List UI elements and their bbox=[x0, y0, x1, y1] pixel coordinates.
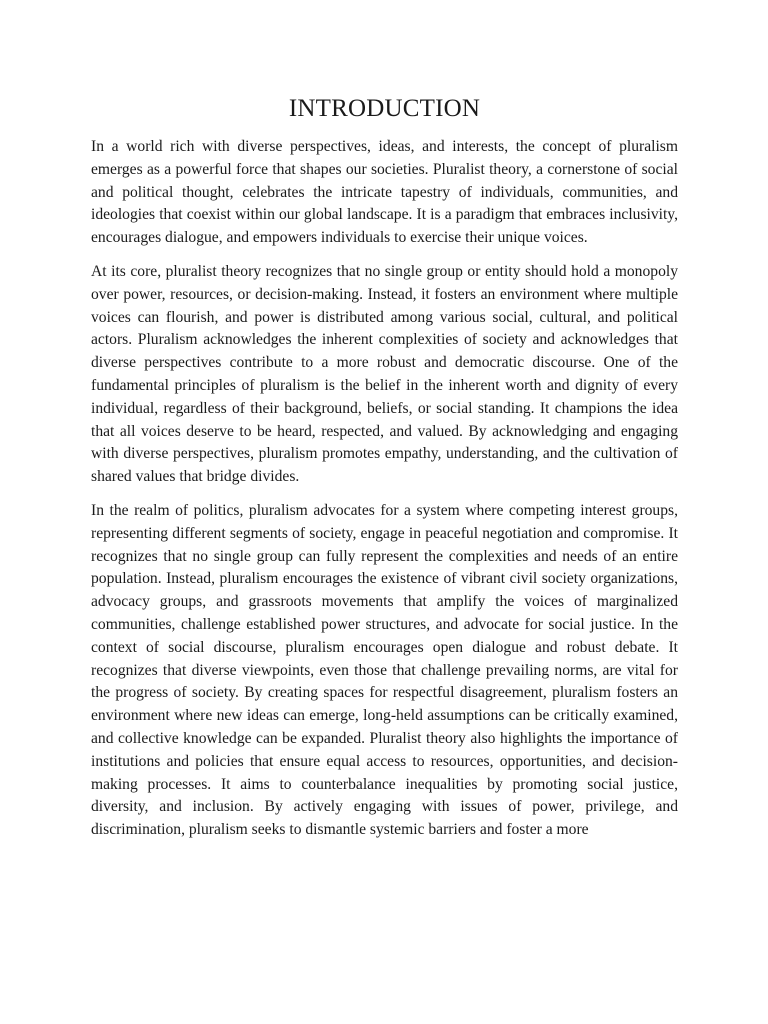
document-title: INTRODUCTION bbox=[288, 95, 481, 122]
paragraph-3: In the realm of politics, pluralism advocates for a system where competing interest groups, representing different segments of society, engage in peaceful negotiation and compromise. It recognizes that no single group can fully represent the complexities and needs of an entire population. Instead, pluralism encourages the existence of vibrant civil society organizations, advocacy groups, and grassroots movements that amplify the voices of marginalized communities, challenge established power structures, and advocate for social justice. In the context of social discourse, pluralism encourages open dialogue and robust debate. It recognizes that diverse viewpoints, even those that challenge prevailing norms, are vital for the progress of society. By creating spaces for respectful disagreement, pluralism fosters an environment where new ideas can emerge, long-held assumptions can be critically examined, and collective knowledge can be expanded. Pluralist theory also highlights the importance of institutions and policies that ensure equal access to resources, opportunities, and decision-making processes. It aims to counterbalance inequalities by promoting social justice, diversity, and inclusion. By actively engaging with issues of power, privilege, and discrimination, pluralism seeks to dismantle systemic barriers and foster a more bbox=[91, 501, 678, 839]
paragraph-1: In a world rich with diverse perspectives, ideas, and interests, the concept of pluralism emerges as a powerful force that shapes our societies. Pluralist theory, a cornerstone of social and political thought, celebrates the intricate tapestry of individuals, communities, and ideologies that coexist within our global landscape. It is a paradigm that embraces inclusivity, encourages dialogue, and empowers individuals to exercise their unique voices. bbox=[91, 138, 678, 247]
document-page bbox=[91, 92, 678, 853]
paragraph-2: At its core, pluralist theory recognizes that no single group or entity should hold a monopoly over power, resources, or decision-making. Instead, it fosters an environment where multiple voices can flourish, and power is distributed among various social, cultural, and political actors. Pluralism acknowledges the inherent complexities of society and acknowledges that diverse perspectives contribute to a more robust and democratic discourse. One of the fundamental principles of pluralism is the belief in the inherent worth and dignity of every individual, regardless of their background, beliefs, or social standing. It champions the idea that all voices deserve to be heard, respected, and valued. By acknowledging and engaging with diverse perspectives, pluralism promotes empathy, understanding, and the cultivation of shared values that bridge divides. bbox=[91, 262, 678, 486]
